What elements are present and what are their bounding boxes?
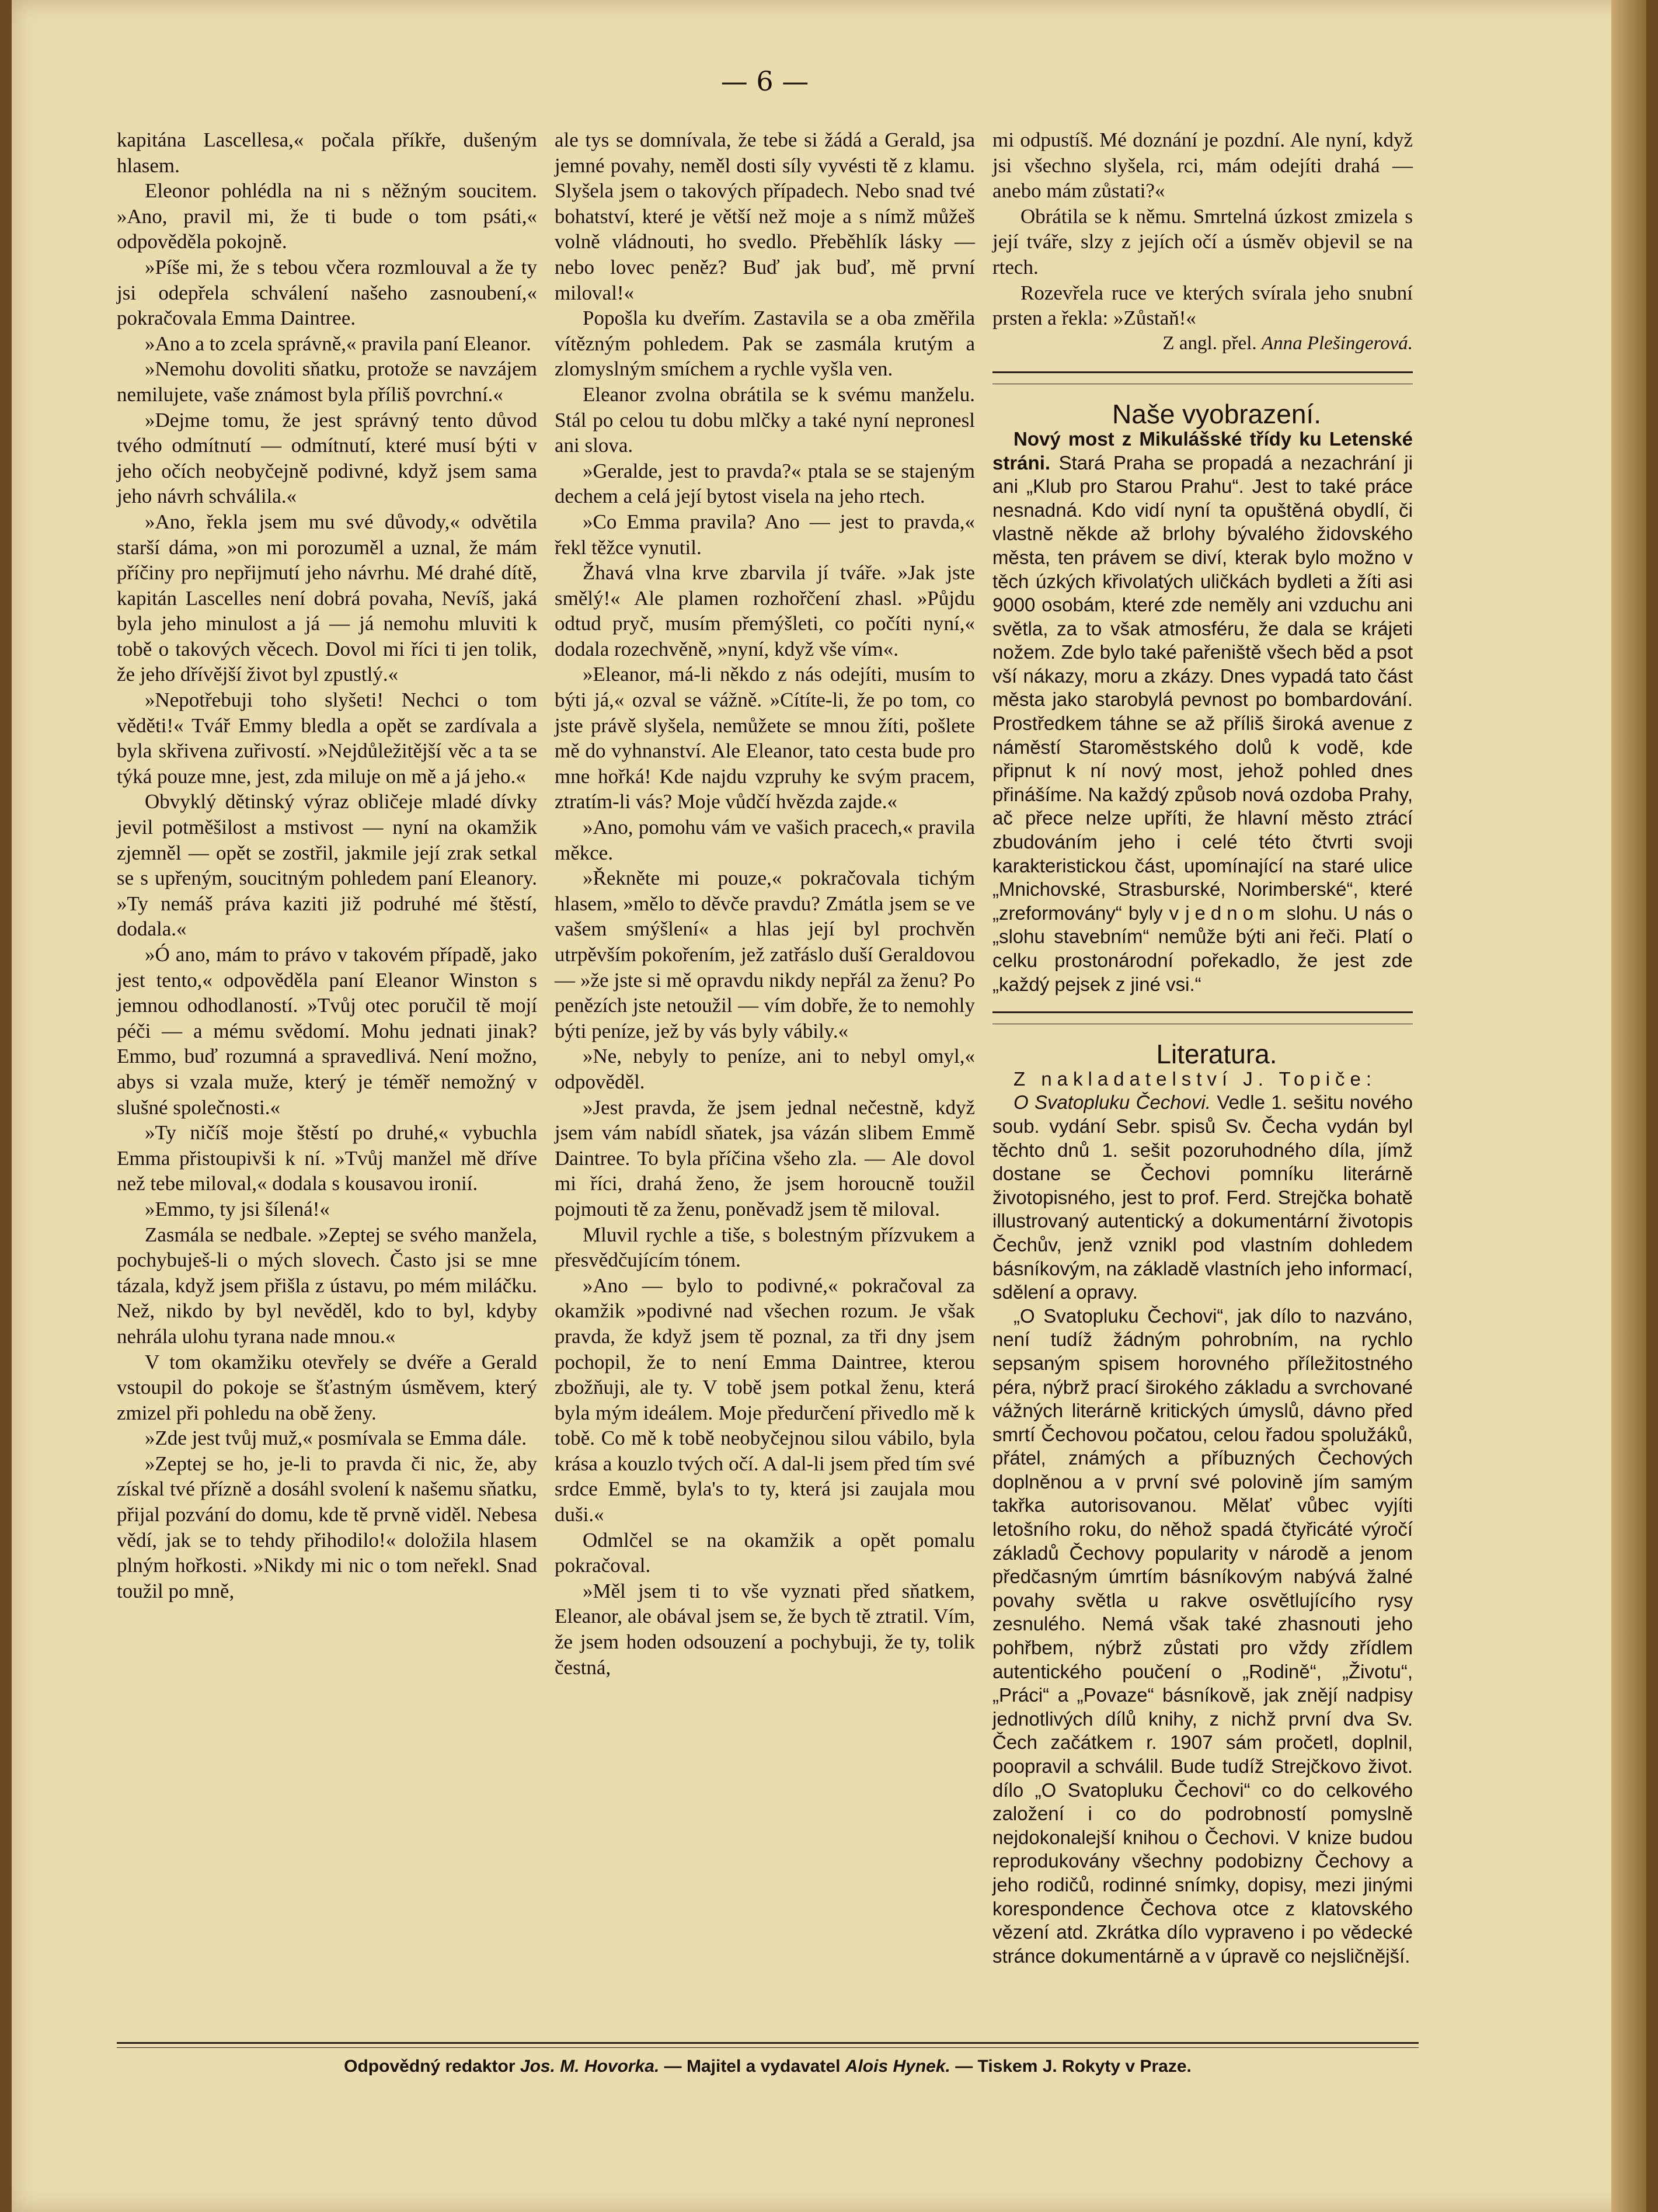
section-divider xyxy=(992,1011,1413,1024)
paragraph: »Nepotřebuji toho slyšeti! Nechci o tom věděti!« Tvář Emmy bledla a opět se zardívala a byla skřivena zuřivostí. »Nejdůležitější věc a ta se týká pouze mne, jest, zda miluje on mě a já jeho.« xyxy=(117,688,537,788)
literature-paragraph: „O Svatopluku Čechovi“, jak dílo to nazváno, není tudíž žádným pohrobním, na rychlo sepsaným spisem horovného příležitostného péra, nýbrž prací širokého základu a svrchované vážných literárně kritických úmyslů, dávno před smrtí Čechovou počatou, celou řadou spolužáků, přátel, známých a příbuzných Čechových doplněnou a v první své polovině jím samým takřka autorisovanou. Mělať vůbec vyjíti letošního roku, do něhož spadá čtyřicáté výročí základů Čechovy popularity v národě a jenom předčasným úmrtím básníkovým nabývá žalné povahy světla u rakve osvětlujícího rysy zesnulého. Nemá však také zhasnouti jeho pohřbem, nýbrž zůstati pro vždy zřídlem autentického poučení o „Rodině“, „Životu“, „Práci“ a „Povaze“ básníkově, jak znějí nadpisy jednotlivých dílů knihy, z nichž první dva Sv. Čech začátkem r. 1907 sám pročetl, doplnil, poopravil a schválil. Bude tudíž Strejčkovo život. dílo „O Svatopluku Čechovi“ co do celkového založení i co do podrobností pomyslně nejdokonalejší knihou o Čechovi. V knize budou reprodukovány všechny podobizny Čechovy a jeho rodičů, rodinné snímky, dopisy, mezi jinými korespondence Čechova otce z klatovského vězení atd. Zkrátka dílo vypraveno i po vědecké stránce dokumentárně a v úpravě co nejsličnější. xyxy=(992,1305,1413,1967)
translator-credit xyxy=(992,331,1413,357)
translator-name: Anna Plešingerová. xyxy=(1261,332,1413,354)
section-divider xyxy=(992,371,1413,384)
section-title-images: Naše vyobrazení. xyxy=(1112,399,1321,430)
paragraph: »Ty ničíš moje štěstí po druhé,« vybuchla Emma přistoupivši k ní. »Tvůj manžel mě dříve než tebe miloval,« dodala s kousavou ironií. xyxy=(117,1121,537,1195)
images-text-end: slohu. U nás o „slohu stavebním“ nemůže býti ani řeči. Platí o celku prostonárodní pořekadlo, že jest zde „každý pejsek z jiné vsi.“ xyxy=(992,902,1413,995)
paragraph: »Co Emma pravila? Ano — jest to pravda,« řekl těžce vynutil. xyxy=(555,510,975,559)
paragraph: Rozevřela ruce ve kterých svírala jeho snubní prsten a řekla: »Zůstaň!« xyxy=(992,281,1413,330)
paragraph: »Ano, pomohu vám ve vašich pracech,« pravila měkce. xyxy=(555,816,975,864)
literature-section-body xyxy=(992,1067,1413,1968)
paragraph: »Ano a to zcela správně,« pravila paní Eleanor. xyxy=(145,332,531,355)
literature-publisher xyxy=(992,1067,1413,1091)
paragraph: Mluvil rychle a tiše, s bolestným přízvukem a přesvědčujícím tónem. xyxy=(555,1223,975,1272)
column-2 xyxy=(555,127,975,1680)
column-3 xyxy=(992,127,1413,1968)
paragraph: Žhavá vlna krve zbarvila jí tváře. »Jak jste smělý!« Ale plamen rozhořčení zhasl. »Půjdu odtud pryč, musím přemýšleti, co počíti nyní,« dodala rozechvěně, »nyní, když vše vím«. xyxy=(555,561,975,660)
printer: — Tiskem J. Rokyty v Praze. xyxy=(955,2057,1192,2076)
paragraph: »Ne, nebyly to peníze, ani to nebyl omyl,« odpověděl. xyxy=(555,1045,975,1093)
literature-paragraph xyxy=(992,1091,1413,1304)
paragraph: »Ó ano, mám to právo v takovém případě, jako jest tento,« odpověděla paní Eleanor Winston s jemnou odhodlaností. »Tvůj otec poručil tě mojí péči — a mému svědomí. Mohu jednati jinak? Emmo, buď rozumná a spravedlivá. Není možno, abys si vzala muže, který je téměř nemožný v slušné společnosti.« xyxy=(117,943,537,1119)
paragraph: Obrátila se k němu. Smrtelná úzkost zmizela s její tváře, slzy z jejích očí a úsměv objevil se na rtech. xyxy=(992,204,1413,279)
literature-text-1: Vedle 1. sešitu nového soub. vydání Sebr. spisů Sv. Čecha vydán byl těchto dnů 1. sešit pozoruhodného díla, jímž dostane se Čechovi pomníku literárně životopisného, jest to prof. Ferd. Strejčka bohatě illustrovaný autentický a dokumentární životopis Čechův, jenž vznikl pod vlastním dohledem básníkovým, na základě vlastních jeho informací, sdělení a opravy. xyxy=(992,1091,1413,1303)
page-edge xyxy=(1611,0,1646,2212)
images-text: Stará Praha se propadá a nezachrání ji ani „Klub pro Starou Prahu“. Jest to také práce nesnadná. Kdo vidí nyní ta opuštěná obydlí, či vlastně někde až brlohy bývalého židovského města, ten právem se diví, kterak bylo možno v těch úzkých křivolatých uličkách bydleti a žíti asi 9000 osobám, které zde neměly ani vzduchu ani světla, za to však atmosféru, že dala se krájeti nožem. Zde bylo také pařeniště všech běd a psot vší nákazy, moru a zkázy. Dnes vypadá tato část města jako starobylá pevnost po bombardování. Prostředkem táhne se až příliš široká avenue z náměstí Staroměstského dolů k vodě, kde připnut k ní nový most, jehož pohled dnes přinášíme. Na každý způsob nová ozdoba Prahy, ač přece nelze upříti, že hlavní město ztrácí zbudováním jeho i celé této čtvrti svoji karakteristickou část, upomínající na staré ulice „Mnichovské, Strasburské, Norimberské“, které „zreformovány“ byly v xyxy=(992,451,1413,924)
newspaper-page xyxy=(12,0,1646,2212)
paragraph: Popošla ku dveřím. Zastavila se a oba změřila vítězným pohledem. Pak se zasmála krutým a zlomyslným smíchem a rychle vyšla ven. xyxy=(555,307,975,381)
paragraph: »Ano — bylo to podivné,« pokračoval za okamžik »podivné nad všechen rozum. Je však pravda, že když jsem tě poznal, za tři dny jsem pochopil, že to není Emma Daintree, kterou zbožňuji, ale ty. V tobě jsem potkal ženu, která byla mým ideálem. Moje předurčení přivedlo mě k tobě. Co mě k tobě neobyčejnou silou vábilo, byla krása a kouzlo tvých očí. A dal-li jsem před tím své srdce Emmě, byla's to ty, která jsi zaujala mou duši.« xyxy=(555,1274,975,1526)
paragraph: ale tys se domnívala, že tebe si žádá a Gerald, jsa jemné povahy, neměl dosti síly vyvésti tě z klamu. Slyšela jsem o takových případech. Nebo snad tvé bohatství, které je větší než moje a s nímž můžeš volně vládnouti, ho svedlo. Přeběhlík lásky — nebo lovec peněz? Buď jak buď, mě první miloval!« xyxy=(555,128,975,304)
paragraph: »Měl jsem ti to vše vyznati před sňatkem, Eleanor, ale obával jsem se, že bych tě ztratil. Vím, že jsem hoden odsouzení a pochybuji, že ty, tolik čestná, xyxy=(555,1579,975,1679)
paragraph: Odmlčel se na okamžik a opět pomalu pokračoval. xyxy=(555,1528,975,1577)
publisher-label: — Majitel a vydavatel xyxy=(664,2057,841,2076)
paragraph: »Nemohu dovoliti sňatku, protože se navzájem nemilujete, vaše známost byla příliš povrchní.« xyxy=(117,357,537,406)
imprint-footer xyxy=(117,2057,1419,2077)
paragraph: Eleanor zvolna obrátila se k svému manželu. Stál po celou tu dobu mlčky a také nyní nepronesl ani slova. xyxy=(555,382,975,457)
editor-name: Jos. M. Hovorka. xyxy=(520,2057,660,2076)
paragraph: »Jest pravda, že jsem jednal nečestně, když jsem vám nabídl sňatek, jsa vázán slibem Emmě Daintree. To byla příčina všeho zla. — Ale dovol mi říci, drahá ženo, že jsem horoucně toužil pojmouti tě za ženu, poněvadž jsem tě miloval. xyxy=(555,1095,975,1220)
page-number: — 6 — xyxy=(720,65,809,97)
paragraph: »Řekněte mi pouze,« pokračovala tichým hlasem, »mělo to děvče pravdu? Zmátla jsem se ve vašem smýšlení« a hlas její byl prochvěn utrpěvším pokořením, jež zatřáslo duší Geraldovou — »že jste si mě opravdu nikdy nepřál za ženu? Po penězích jste netoužil — vím dobře, že to nemohly býti peníze, jež by vás byly vábily.« xyxy=(555,867,975,1042)
paragraph: »Ano, řekla jsem mu své důvody,« odvětila starší dáma, »on mi porozuměl a uznal, že mám příčiny pro nepřijmutí jeho návrhu. Mé drahé dítě, kapitán Lascelles není dobrá povaha, Nevíš, jaká byla jeho minulost a já — já nemohu mluviti k tobě o takových věcech. Dovol mi říci ti jen tolik, že jeho dřívější život byl zpustlý.« xyxy=(117,510,537,686)
paragraph: »Zde jest tvůj muž,« posmívala se Emma dále. xyxy=(145,1427,527,1450)
paragraph: »Zeptej se ho, je-li to pravda či nic, že, aby získal tvé přízně a dosáhl svolení k našemu sňatku, přijal pozvání do domu, kde tě prvně viděl. Nebesa vědí, jak se to tehdy přihodilo!« doložila hlasem plným hořkosti. »Nikdy mi nic o tom neřekl. Snad toužil po mně, xyxy=(117,1452,537,1602)
section-title-literature: Literatura. xyxy=(1156,1039,1277,1070)
paragraph: »Eleanor, má-li někdo z nás odejíti, musím to býti já,« ozval se vážně. »Cítíte-li, že po tom, co jste právě slyšela, nemůžete se mnou žíti, pošlete mě do vyhnanství. Ale Eleanor, tato cesta bude pro mne hořká! Kde najdu vzpruhy ke svým pracem, ztratím-li vás? Moje vůdčí hvězda zajde.« xyxy=(555,663,975,813)
images-paragraph xyxy=(992,427,1413,996)
paragraph: Zasmála se nedbale. »Zeptej se svého manžela, pochybuješ-li o mých slovech. Často jsi se mne tázala, když jsem přišla z ústavu, po mém miláčku. Než, nikdo by byl nevěděl, kdo to byl, kdyby nehrála ulohu tyrana nade mnou.« xyxy=(117,1223,537,1348)
book-title: O Svatopluku Čechovi. xyxy=(1013,1091,1211,1114)
paragraph: »Geralde, jest to pravda?« ptala se se stajeným dechem a celá její bytost visela na jeho rtech. xyxy=(555,459,975,508)
paragraph: Obvyklý dětinský výraz obličeje mladé dívky jevil potměšilost a mstivost — nyní na okamžik zjemněl — opět se zostřil, jakmile její zrak setkal se s upřeným, soucitným pohledem paní Eleanory. »Ty nemáš práva kaziti již podruhé mé štěstí, dodala.« xyxy=(117,790,537,941)
paragraph: mi odpustíš. Mé doznání je pozdní. Ale nyní, když jsi všechno slyšela, rci, mám odejíti drahá — anebo mám zůstati?« xyxy=(992,128,1413,203)
column-1 xyxy=(117,127,537,1604)
images-lead: Nový most z Mikulášské třídy ku Letenské stráni. xyxy=(992,427,1413,474)
editor-label: Odpovědný redaktor xyxy=(344,2057,515,2076)
paragraph: V tom okamžiku otevřely se dvéře a Gerald vstoupil do pokoje se šťastným úsměvem, který zmizel při pohledu na obě ženy. xyxy=(117,1350,537,1424)
images-section-body xyxy=(992,427,1413,996)
publisher-name: Alois Hynek. xyxy=(845,2057,950,2076)
paragraph: Eleonor pohlédla na ni s něžným soucitem. »Ano, pravil mi, že ti bude o tom psáti,« odpověděla pokojně. xyxy=(117,179,537,253)
paragraph: kapitána Lascellesa,« počala příkře, dušeným hlasem. xyxy=(117,128,537,177)
paragraph: »Dejme tomu, že jest správný tento důvod tvého odmítnutí — odmítnutí, které musí býti v jeho očích neobyčejně podivné, když jsem sama jeho návrh schválila.« xyxy=(117,408,537,508)
footer-rule xyxy=(117,2042,1419,2048)
images-spaced-word: jednom xyxy=(1185,902,1280,924)
publisher-line: Z nakladatelství J. Topiče: xyxy=(1013,1067,1377,1090)
credit-prefix: Z angl. přel. xyxy=(1162,332,1257,354)
paragraph: »Emmo, ty jsi šílená!« xyxy=(145,1197,330,1220)
paragraph: »Píše mi, že s tebou včera rozmlouval a že ty jsi odepřela schválení našeho zasnoubení,« pokračovala Emma Daintree. xyxy=(117,255,537,330)
